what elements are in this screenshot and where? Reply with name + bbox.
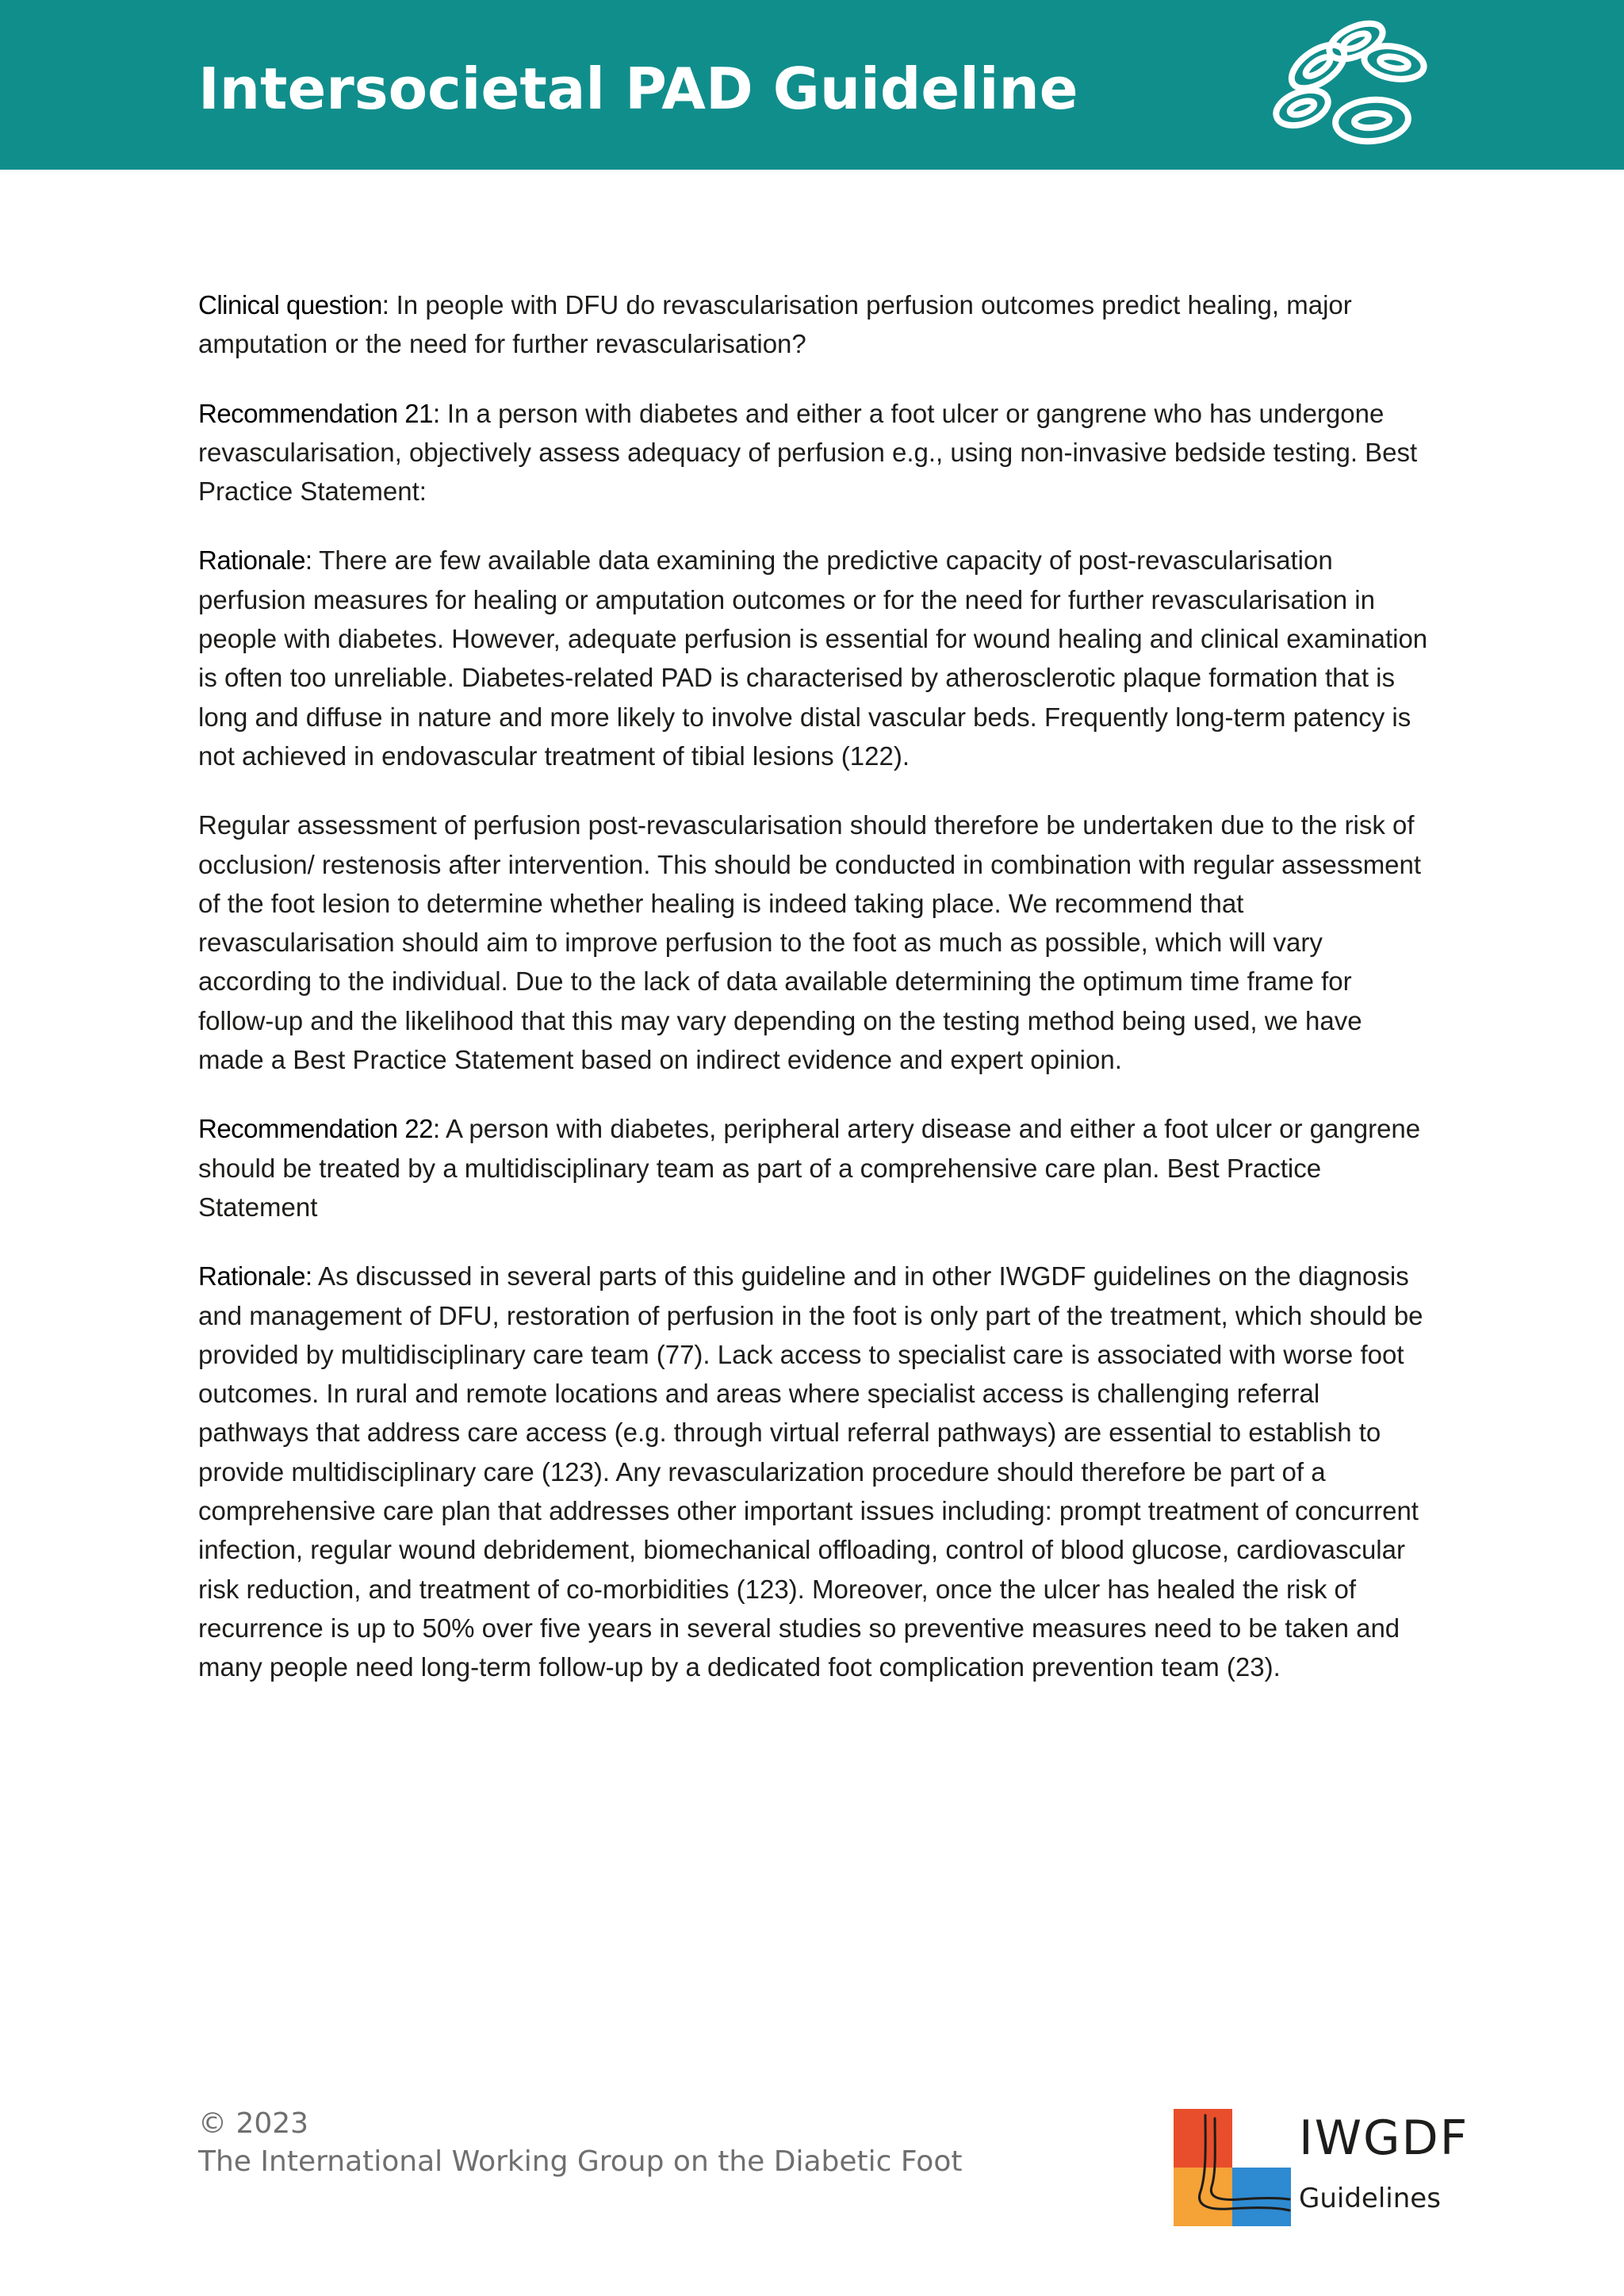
page-header: [0, 0, 1624, 170]
rationale-21-paragraph: [198, 541, 1431, 775]
paragraph-label: Rationale:: [198, 1261, 312, 1292]
copyright-text: © 2023: [198, 2107, 309, 2140]
iwgdf-logo: [1174, 2109, 1469, 2229]
paragraph-label: Recommendation 22:: [198, 1114, 440, 1144]
paragraph-text: There are few available data examining the predictive capacity of post-revascularisation perfusion measures for healing or amputation outcomes or for the need for further revascularisation in people with diabetes. However, adequate perfusion is essential for wound healing and clinical examination is often too unreliable. Diabetes-related PAD is characterised by atherosclerotic plaque formation that is long and diffuse in nature and more likely to involve distal vascular beds. Frequently long-term patency is not achieved in endovascular treatment of tibial lesions (122).: [198, 545, 1428, 771]
paragraph-text: As discussed in several parts of this guideline and in other IWGDF guidelines on the diagnosis and management of DFU, restoration of perfusion in the foot is only part of the treatment, which should be provided by multidisciplinary care team (77). Lack access to specialist care is associated with worse foot outcomes. In rural and remote locations and areas where specialist access is challenging referral pathways that address care access (e.g. through virtual referral pathways) are essential to establish to provide multidisciplinary care (123). Any revascularization procedure should therefore be part of a comprehensive care plan that addresses other important issues including: prompt treatment of concurrent infection, regular wound debridement, biomechanical offloading, control of blood glucose, cardiovascular risk reduction, and treatment of co-morbidities (123). Moreover, once the ulcer has healed the risk of recurrence is up to 50% over five years in several studies so preventive measures need to be taken and many people need long-term follow-up by a dedicated foot complication prevention team (23).: [198, 1261, 1423, 1682]
clinical-question-paragraph: [198, 285, 1431, 364]
paragraph-text: A person with diabetes, peripheral artery disease and either a foot ulcer or gangrene should be treated by a multidisciplinary team as part of a comprehensive care plan. Best Practice Statement: [198, 1114, 1421, 1222]
recommendation-21-paragraph: [198, 394, 1431, 511]
organization-name: The International Working Group on the Diabetic Foot: [198, 2145, 963, 2178]
paragraph-label: Recommendation 21:: [198, 398, 440, 428]
logo-subtitle: Guidelines: [1299, 2183, 1441, 2214]
logo-wordmark: IWGDF: [1299, 2110, 1469, 2166]
paragraph-text: Regular assessment of perfusion post-revascularisation should therefore be undertaken due to the risk of occlusion/ restenosis after intervention. This should be conducted in combination with regular assessment of the foot lesion to determine whether healing is indeed taking place. We recommend that revascularisation should aim to improve perfusion to the foot as much as possible, which will vary according to the individual. Due to the lack of data available determining the optimum time frame for follow-up and the likelihood that this may vary depending on the testing method being used, we have made a Best Practice Statement based on indirect evidence and expert opinion.: [198, 810, 1422, 1075]
paragraph-text: In a person with diabetes and either a foot ulcer or gangrene who has undergone revascularisation, objectively assess adequacy of perfusion e.g., using non-invasive bedside testing. Best Practice Statement:: [198, 398, 1418, 507]
paragraph-label: Rationale:: [198, 545, 312, 576]
rationale-21-continued-paragraph: [198, 806, 1431, 1079]
paragraph-text: In people with DFU do revascularisation perfusion outcomes predict healing, major amputation or the need for further revascularisation?: [198, 290, 1352, 359]
page-title: Intersocietal PAD Guideline: [198, 55, 1078, 122]
blood-cells-icon: [1269, 19, 1435, 154]
foot-logo-icon: [1174, 2109, 1291, 2226]
document-body: [198, 285, 1431, 1717]
rationale-22-paragraph: [198, 1257, 1431, 1686]
footer-copyright-block: [198, 2105, 962, 2181]
paragraph-label: Clinical question:: [198, 290, 389, 320]
recommendation-22-paragraph: [198, 1109, 1431, 1226]
